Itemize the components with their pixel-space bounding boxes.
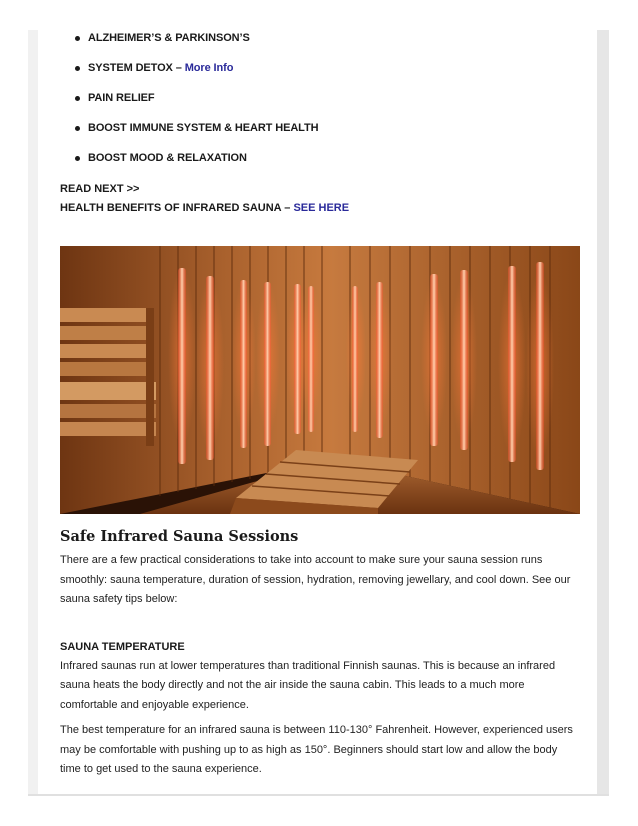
list-item [60, 150, 580, 180]
list-item [60, 60, 580, 90]
bullet-icon [75, 36, 80, 41]
page-frame-right [597, 30, 609, 796]
article-content [60, 30, 580, 786]
section-title: Safe Infrared Sauna Sessions [60, 528, 299, 545]
read-next-label: HEALTH BENEFITS OF INFRARED SAUNA – [60, 202, 294, 214]
list-item-label: BOOST IMMUNE SYSTEM & HEART HEALTH [88, 122, 319, 134]
page-frame-bottom [28, 794, 609, 796]
benefits-list [60, 30, 580, 180]
see-here-link[interactable]: SEE HERE [293, 202, 350, 214]
section-intro: There are a few practical considerations to take into account to make sure your sauna session runs smoothly: sauna temperature, duration of session, hydration, removing jewellary, and cool down. See our sauna safety tips below: [60, 554, 571, 605]
list-item-label: ALZHEIMER’S & PARKINSON’S [88, 32, 250, 44]
list-item-label: BOOST MOOD & RELAXATION [88, 152, 247, 164]
read-next-block [60, 180, 580, 218]
list-item [60, 90, 580, 120]
read-next-heading: READ NEXT >> [60, 183, 140, 195]
list-item [60, 30, 580, 60]
bullet-icon [75, 96, 80, 101]
temperature-paragraph-2: The best temperature for an infrared sauna is between 110-130° Fahrenheit. However, experienced users may be comfortable with pushing up to as high as 150°. Beginners should start low and allow the body time to get used to the sauna experience. [60, 724, 573, 775]
read-next-line [60, 199, 580, 218]
more-info-link[interactable]: More Info [184, 62, 234, 74]
list-item-label: SYSTEM DETOX – [88, 62, 185, 74]
page-frame-left [28, 30, 38, 796]
bullet-icon [75, 156, 80, 161]
sauna-temperature-heading: SAUNA TEMPERATURE [60, 640, 185, 653]
list-item [60, 120, 580, 150]
list-item-label: PAIN RELIEF [88, 92, 155, 104]
bullet-icon [75, 126, 80, 131]
bullet-icon [75, 66, 80, 71]
temperature-paragraph-1: Infrared saunas run at lower temperatures than traditional Finnish saunas. This is because an infrared sauna heats the body directly and not the air inside the sauna cabin. This leads to a much more comfortable and enjoyable experience. [60, 659, 556, 711]
infrared-sauna-image [60, 246, 580, 514]
